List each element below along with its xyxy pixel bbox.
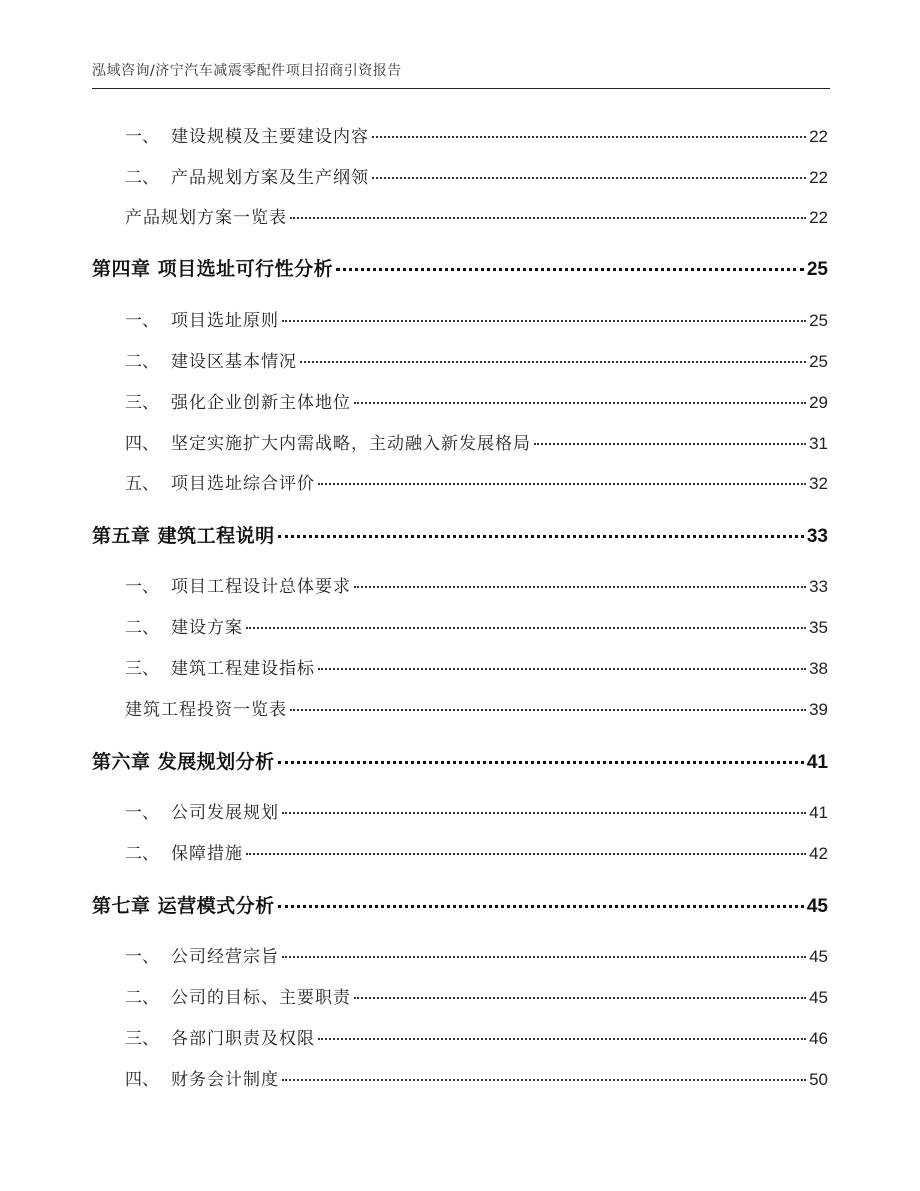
dot-leader xyxy=(290,217,806,219)
toc-entry-number: 一、 xyxy=(125,577,159,597)
toc-entry-page-number: 32 xyxy=(809,474,828,493)
toc-entry-title: 项目工程设计总体要求 xyxy=(171,577,351,597)
toc-chapter-entry[interactable] xyxy=(92,747,828,775)
toc-entry-page-number: 35 xyxy=(809,618,828,637)
toc-entry-number: 四、 xyxy=(125,1070,159,1090)
toc-chapter-entry[interactable] xyxy=(92,521,828,549)
toc-entry[interactable] xyxy=(125,695,828,723)
toc-entry-page-number: 22 xyxy=(809,208,828,227)
toc-entry-page-number: 41 xyxy=(806,752,828,773)
toc-entry-title: 建筑工程投资一览表 xyxy=(125,700,287,720)
dot-leader xyxy=(282,320,806,322)
toc-entry-title: 项目选址原则 xyxy=(171,311,279,331)
toc-entry[interactable] xyxy=(125,1024,828,1052)
dot-leader xyxy=(246,853,806,855)
toc-entry-title: 建筑工程建设指标 xyxy=(171,659,315,679)
toc-entry-page-number: 45 xyxy=(809,988,828,1007)
toc-entry-number: 二、 xyxy=(125,168,159,188)
dot-leader xyxy=(278,761,804,764)
toc-entry-page-number: 31 xyxy=(809,434,828,453)
toc-entry[interactable] xyxy=(125,388,828,416)
toc-entry-page-number: 41 xyxy=(809,803,828,822)
toc-entry-page-number: 33 xyxy=(809,577,828,596)
toc-entry-number: 五、 xyxy=(125,474,159,494)
running-header: 泓域咨询/济宁汽车减震零配件项目招商引资报告 xyxy=(92,63,402,79)
dot-leader xyxy=(318,1038,806,1040)
toc-entry-page-number: 22 xyxy=(809,127,828,146)
toc-chapter-entry[interactable] xyxy=(92,891,828,919)
toc-entry-page-number: 33 xyxy=(806,526,828,547)
toc-entry-title: 建设区基本情况 xyxy=(171,352,297,372)
dot-leader xyxy=(372,177,806,179)
dot-leader xyxy=(534,443,806,445)
toc-entry-title: 建设规模及主要建设内容 xyxy=(171,127,369,147)
toc-entry[interactable] xyxy=(125,347,828,375)
dot-leader xyxy=(354,586,806,588)
toc-entry[interactable] xyxy=(125,163,828,191)
toc-entry-number: 三、 xyxy=(125,659,159,679)
dot-leader xyxy=(278,905,804,908)
toc-entry-page-number: 29 xyxy=(809,393,828,412)
toc-entry-title: 第六章 发展规划分析 xyxy=(92,751,275,773)
toc-entry-title: 产品规划方案一览表 xyxy=(125,208,287,228)
toc-entry-page-number: 39 xyxy=(809,700,828,719)
dot-leader xyxy=(354,997,806,999)
toc-entry-page-number: 50 xyxy=(809,1070,828,1089)
toc-entry-page-number: 25 xyxy=(809,352,828,371)
toc-entry[interactable] xyxy=(125,654,828,682)
toc-entry-title: 坚定实施扩大内需战略，主动融入新发展格局 xyxy=(171,434,531,454)
dot-leader xyxy=(290,709,806,711)
toc-entry[interactable] xyxy=(125,798,828,826)
toc-entry-title: 各部门职责及权限 xyxy=(171,1029,315,1049)
toc-entry[interactable] xyxy=(125,613,828,641)
toc-entry[interactable] xyxy=(125,469,828,497)
toc-entry-number: 二、 xyxy=(125,844,159,864)
dot-leader xyxy=(300,361,806,363)
toc-entry-title: 财务会计制度 xyxy=(171,1070,279,1090)
dot-leader xyxy=(318,668,806,670)
toc-entry-title: 第五章 建筑工程说明 xyxy=(92,525,275,547)
toc-entry-page-number: 22 xyxy=(809,168,828,187)
toc-chapter-entry[interactable] xyxy=(92,254,828,282)
toc-entry-number: 二、 xyxy=(125,988,159,1008)
toc-entry-page-number: 46 xyxy=(809,1029,828,1048)
dot-leader xyxy=(282,956,806,958)
toc-entry-page-number: 25 xyxy=(809,311,828,330)
toc-entry-number: 二、 xyxy=(125,352,159,372)
toc-entry-title: 项目选址综合评价 xyxy=(171,474,315,494)
toc-entry-page-number: 45 xyxy=(806,896,828,917)
toc-entry[interactable] xyxy=(125,942,828,970)
dot-leader xyxy=(278,535,804,538)
toc-entry[interactable] xyxy=(125,1065,828,1093)
toc-entry[interactable] xyxy=(125,572,828,600)
toc-entry-number: 四、 xyxy=(125,434,159,454)
toc-entry-title: 强化企业创新主体地位 xyxy=(171,393,351,413)
toc-entry-title: 保障措施 xyxy=(171,844,243,864)
toc-entry[interactable] xyxy=(125,983,828,1011)
toc-entry-number: 三、 xyxy=(125,393,159,413)
toc-entry-number: 三、 xyxy=(125,1029,159,1049)
toc-entry[interactable] xyxy=(125,122,828,150)
dot-leader xyxy=(354,402,806,404)
toc-entry-number: 一、 xyxy=(125,127,159,147)
dot-leader xyxy=(282,812,806,814)
toc-entry[interactable] xyxy=(125,429,828,457)
toc-entry-page-number: 42 xyxy=(809,844,828,863)
dot-leader xyxy=(318,483,806,485)
toc-entry[interactable] xyxy=(125,306,828,334)
toc-entry-number: 一、 xyxy=(125,803,159,823)
toc-entry-page-number: 25 xyxy=(806,259,828,280)
toc-entry-title: 第七章 运营模式分析 xyxy=(92,895,275,917)
toc-entry-page-number: 38 xyxy=(809,659,828,678)
toc-entry-title: 公司发展规划 xyxy=(171,803,279,823)
toc-entry-page-number: 45 xyxy=(809,947,828,966)
toc-entry[interactable] xyxy=(125,203,828,231)
toc-entry-title: 公司经营宗旨 xyxy=(171,947,279,967)
toc-entry-title: 建设方案 xyxy=(171,618,243,638)
dot-leader xyxy=(336,268,804,271)
toc-entry-number: 二、 xyxy=(125,618,159,638)
toc-entry-title: 产品规划方案及生产纲领 xyxy=(171,168,369,188)
toc-entry-number: 一、 xyxy=(125,947,159,967)
dot-leader xyxy=(372,136,806,138)
toc-entry-title: 公司的目标、主要职责 xyxy=(171,988,351,1008)
dot-leader xyxy=(282,1079,806,1081)
toc-entry-title: 第四章 项目选址可行性分析 xyxy=(92,258,334,280)
toc-entry-number: 一、 xyxy=(125,311,159,331)
dot-leader xyxy=(246,627,806,629)
toc-entry[interactable] xyxy=(125,839,828,867)
